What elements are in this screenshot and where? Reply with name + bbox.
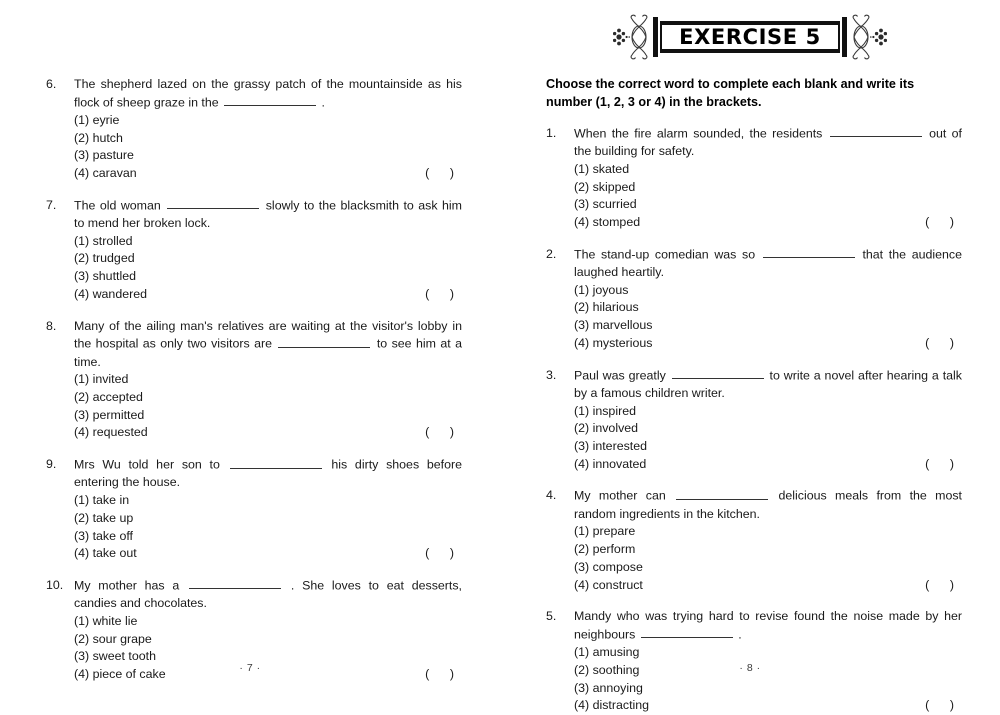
option-row[interactable] bbox=[74, 147, 462, 165]
option-row[interactable] bbox=[74, 112, 462, 130]
question-number: 8. bbox=[46, 318, 57, 333]
question-text: The old woman slowly to the blacksmith to ask him to mend her broken lock. bbox=[74, 198, 462, 230]
option-row[interactable] bbox=[574, 541, 962, 559]
exercise-banner bbox=[500, 12, 1000, 62]
question-body bbox=[574, 125, 962, 232]
left-page-number: · 7 · bbox=[239, 662, 261, 674]
option-row[interactable] bbox=[74, 233, 462, 251]
left-question-list bbox=[46, 76, 462, 684]
option-list bbox=[74, 492, 462, 563]
option-row[interactable] bbox=[574, 680, 962, 698]
option-row[interactable] bbox=[74, 165, 462, 183]
question-item bbox=[46, 318, 462, 443]
answer-blank[interactable] bbox=[278, 335, 370, 347]
option-text: (1) inspired bbox=[574, 403, 636, 418]
question-number: 2. bbox=[546, 246, 557, 261]
option-row[interactable] bbox=[574, 697, 962, 715]
option-text: (4) construct bbox=[574, 577, 643, 592]
option-text: (4) distracting bbox=[574, 698, 650, 713]
option-text: (4) take out bbox=[74, 546, 137, 561]
question-number: 6. bbox=[46, 77, 57, 91]
question-header bbox=[46, 456, 462, 563]
answer-blank[interactable] bbox=[763, 246, 855, 258]
answer-blank[interactable] bbox=[167, 197, 259, 209]
question-header bbox=[546, 125, 962, 232]
option-row[interactable] bbox=[74, 389, 462, 407]
question-text: When the fire alarm sounded, the residents out of the building for safety. bbox=[574, 126, 962, 159]
answer-blank[interactable] bbox=[189, 577, 281, 589]
option-row[interactable] bbox=[74, 613, 462, 631]
question-text: My mother can delicious meals from the most random ingredients in the kitchen. bbox=[574, 488, 963, 521]
option-row[interactable] bbox=[74, 424, 462, 442]
question-text: Paul was greatly to write a novel after hearing a talk by a famous children writer. bbox=[574, 368, 962, 400]
question-header bbox=[46, 76, 462, 183]
question-item bbox=[546, 487, 962, 594]
option-text: (1) white lie bbox=[74, 613, 138, 628]
option-text: (2) skipped bbox=[574, 179, 636, 194]
option-text: (2) trudged bbox=[74, 251, 135, 266]
option-text: (2) sour grape bbox=[74, 631, 152, 646]
option-text: (1) amusing bbox=[574, 645, 640, 660]
banner-title-frame bbox=[660, 21, 840, 53]
option-text: (4) innovated bbox=[574, 456, 647, 471]
option-text: (3) pasture bbox=[74, 148, 134, 163]
question-header bbox=[46, 318, 462, 443]
option-row[interactable] bbox=[74, 250, 462, 268]
option-text: (1) skated bbox=[574, 161, 630, 176]
question-number: 9. bbox=[46, 457, 57, 472]
right-question-list bbox=[546, 125, 962, 715]
option-list bbox=[574, 644, 962, 715]
question-number: 3. bbox=[546, 367, 557, 382]
option-list bbox=[74, 112, 462, 183]
option-text: (2) accepted bbox=[74, 389, 143, 404]
right-page-number: · 8 · bbox=[739, 662, 761, 674]
answer-brackets[interactable]: ( ) bbox=[425, 166, 454, 181]
option-row[interactable] bbox=[574, 644, 962, 662]
option-row[interactable] bbox=[574, 456, 962, 474]
option-row[interactable] bbox=[74, 130, 462, 148]
option-row[interactable] bbox=[574, 403, 962, 421]
answer-brackets[interactable]: ( ) bbox=[425, 546, 454, 561]
option-text: (2) involved bbox=[574, 421, 639, 436]
floral-scroll-ornament-icon bbox=[613, 13, 653, 61]
option-row[interactable] bbox=[574, 335, 962, 353]
option-text: (2) hutch bbox=[74, 130, 123, 145]
option-list bbox=[574, 403, 962, 474]
question-text: My mother has a . She loves to eat desserts, candies and chocolates. bbox=[74, 578, 462, 611]
question-body bbox=[574, 487, 962, 594]
option-text: (2) take up bbox=[74, 510, 134, 525]
question-item bbox=[546, 367, 962, 474]
option-text: (4) requested bbox=[74, 425, 148, 440]
option-text: (4) stomped bbox=[574, 215, 641, 230]
question-header bbox=[546, 487, 962, 594]
option-row[interactable] bbox=[574, 420, 962, 438]
option-list bbox=[574, 161, 962, 232]
question-number: 1. bbox=[546, 126, 557, 140]
banner-left-endbar bbox=[653, 17, 658, 57]
option-text: (1) joyous bbox=[574, 282, 629, 297]
question-item bbox=[546, 125, 962, 232]
option-row[interactable] bbox=[574, 179, 962, 197]
option-text: (2) perform bbox=[574, 542, 636, 557]
answer-blank[interactable] bbox=[230, 456, 322, 468]
question-item bbox=[46, 456, 462, 563]
question-text: The shepherd lazed on the grassy patch of the mountainside as his flock of sheep graze in the . bbox=[74, 77, 462, 110]
option-row[interactable] bbox=[574, 214, 962, 232]
option-text: (1) invited bbox=[74, 372, 129, 387]
option-row[interactable] bbox=[574, 282, 962, 300]
left-page bbox=[0, 0, 500, 707]
option-row[interactable] bbox=[74, 268, 462, 286]
option-text: (1) prepare bbox=[574, 524, 636, 539]
question-item bbox=[46, 197, 462, 304]
question-body bbox=[74, 76, 462, 183]
answer-brackets[interactable]: ( ) bbox=[925, 215, 954, 230]
question-number: 10. bbox=[46, 577, 64, 592]
option-text: (3) shuttled bbox=[74, 269, 136, 284]
option-text: (2) soothing bbox=[574, 662, 640, 677]
option-text: (1) take in bbox=[74, 493, 130, 508]
question-item bbox=[546, 246, 962, 353]
question-text: Mandy who was trying hard to revise found the noise made by her neighbours . bbox=[574, 609, 962, 642]
question-body bbox=[74, 456, 462, 563]
option-text: (2) hilarious bbox=[574, 300, 639, 315]
option-text: (3) sweet tooth bbox=[74, 649, 156, 664]
option-text: (1) eyrie bbox=[74, 112, 120, 127]
answer-blank[interactable] bbox=[676, 487, 768, 499]
answer-brackets[interactable]: ( ) bbox=[925, 698, 954, 713]
exercise-title: EXERCISE 5 bbox=[679, 24, 821, 49]
option-row[interactable] bbox=[574, 317, 962, 335]
question-header bbox=[46, 197, 462, 304]
option-row[interactable] bbox=[74, 286, 462, 304]
option-text: (3) scurried bbox=[574, 197, 637, 212]
option-row[interactable] bbox=[74, 492, 462, 510]
question-text: Mrs Wu told her son to his dirty shoes before entering the house. bbox=[74, 457, 463, 490]
option-row[interactable] bbox=[574, 559, 962, 577]
question-body bbox=[574, 367, 962, 474]
answer-brackets[interactable]: ( ) bbox=[425, 425, 454, 440]
option-row[interactable] bbox=[574, 438, 962, 456]
answer-blank[interactable] bbox=[830, 125, 922, 137]
option-text: (3) interested bbox=[574, 438, 648, 453]
exercise-banner-inner bbox=[613, 13, 887, 61]
option-list bbox=[74, 371, 462, 442]
question-number: 7. bbox=[46, 197, 57, 212]
question-text: The stand-up comedian was so that the audience laughed heartily. bbox=[574, 247, 962, 279]
option-row[interactable] bbox=[74, 510, 462, 528]
question-body bbox=[574, 246, 962, 353]
question-number: 5. bbox=[546, 609, 557, 624]
option-list bbox=[574, 282, 962, 353]
option-text: (3) annoying bbox=[574, 680, 643, 695]
answer-brackets[interactable]: ( ) bbox=[925, 577, 954, 592]
option-row[interactable] bbox=[574, 196, 962, 214]
instruction-text: Choose the correct word to complete each blank and write its number (1, 2, 3 or 4) in the brackets. bbox=[546, 77, 915, 109]
floral-scroll-ornament-icon bbox=[847, 13, 887, 61]
option-row[interactable] bbox=[574, 523, 962, 541]
question-header bbox=[546, 367, 962, 474]
right-page bbox=[500, 0, 1000, 713]
option-row[interactable] bbox=[574, 161, 962, 179]
option-list bbox=[574, 523, 962, 594]
answer-brackets[interactable]: ( ) bbox=[925, 456, 954, 471]
option-row[interactable] bbox=[74, 407, 462, 425]
option-text: (3) permitted bbox=[74, 407, 145, 422]
question-body bbox=[74, 197, 462, 304]
option-text: (4) piece of cake bbox=[74, 667, 166, 682]
option-text: (3) marvellous bbox=[574, 318, 653, 333]
question-item bbox=[46, 76, 462, 183]
option-row[interactable] bbox=[574, 299, 962, 317]
answer-blank[interactable] bbox=[224, 94, 316, 106]
answer-brackets[interactable]: ( ) bbox=[425, 667, 454, 682]
option-list bbox=[74, 233, 462, 304]
option-row[interactable] bbox=[74, 545, 462, 563]
answer-blank[interactable] bbox=[641, 626, 733, 638]
option-row[interactable] bbox=[74, 631, 462, 649]
option-text: (3) take off bbox=[74, 528, 134, 543]
option-text: (4) wandered bbox=[74, 286, 148, 301]
option-row[interactable] bbox=[74, 371, 462, 389]
option-text: (1) strolled bbox=[74, 233, 133, 248]
question-text: Many of the ailing man's relatives are waiting at the visitor's lobby in the hospital as only two visitors are to see him at a time. bbox=[74, 318, 462, 369]
question-header bbox=[546, 246, 962, 353]
option-row[interactable] bbox=[74, 528, 462, 546]
option-text: (4) mysterious bbox=[574, 335, 653, 350]
question-number: 4. bbox=[546, 488, 557, 503]
option-row[interactable] bbox=[574, 577, 962, 595]
answer-blank[interactable] bbox=[672, 367, 764, 379]
option-text: (3) compose bbox=[574, 559, 643, 574]
option-text: (4) caravan bbox=[74, 166, 137, 181]
question-body bbox=[74, 318, 462, 443]
answer-brackets[interactable]: ( ) bbox=[925, 335, 954, 350]
answer-brackets[interactable]: ( ) bbox=[425, 286, 454, 301]
